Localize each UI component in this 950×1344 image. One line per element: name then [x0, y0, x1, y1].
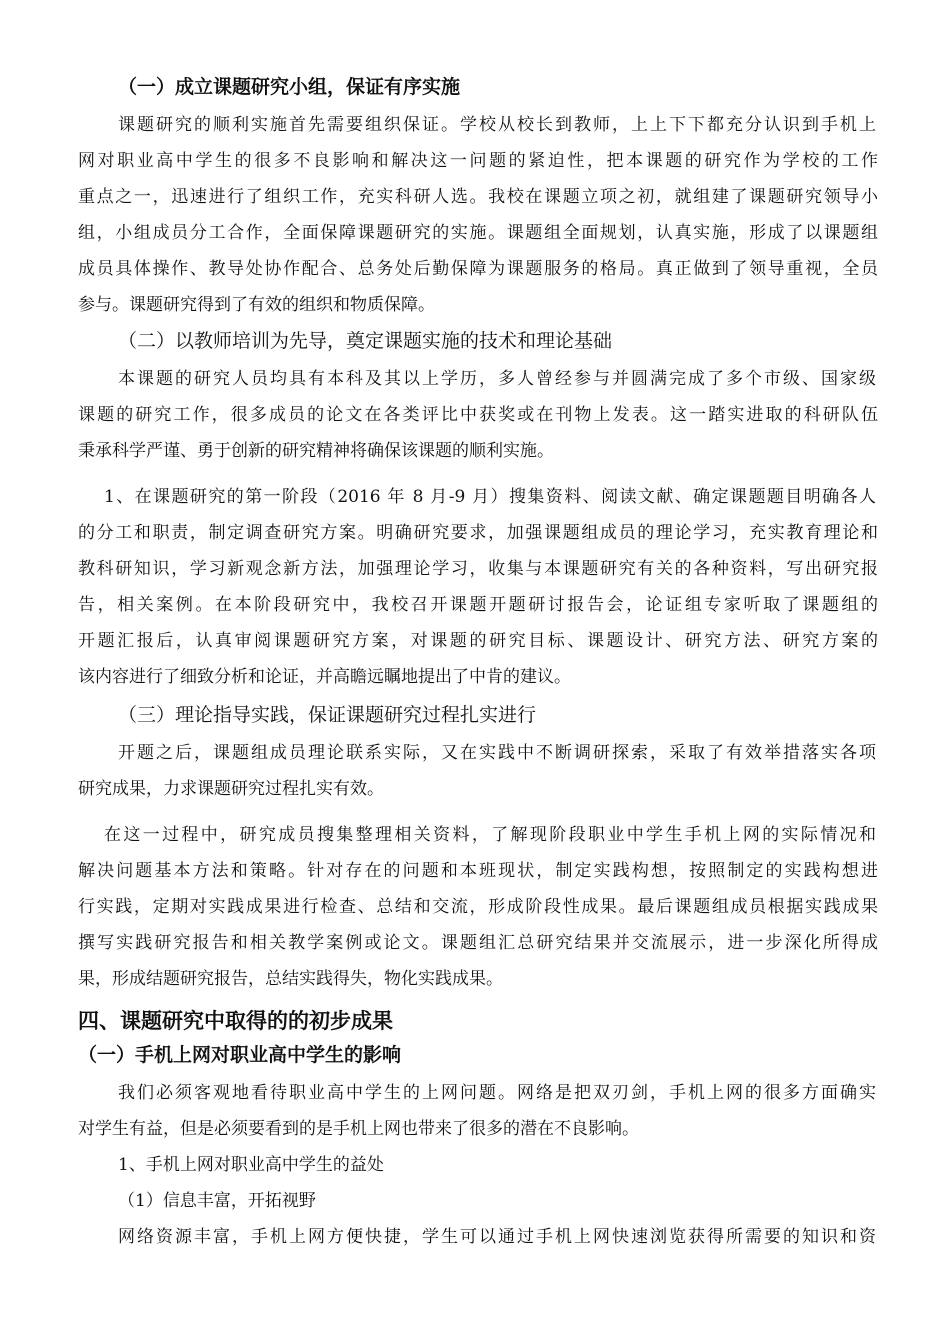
section-heading-1: （一）成立课题研究小组，保证有序实施: [118, 76, 461, 98]
paragraph-line: 我们必须客观地看待职业高中学生的上网问题。网络是把双刃剑，手机上网的很多方面确实: [118, 1083, 876, 1103]
section-heading-3: （三）理论指导实践，保证课题研究过程扎实进行: [118, 704, 537, 726]
process-paragraph-line: 在这一过程中，研究成员搜集整理相关资料，了解现阶段职业中学生手机上网的实际情况和: [104, 825, 876, 845]
process-paragraph-line: 撰写实践研究报告和相关教学案例或论文。课题组汇总研究结果并交流展示，进一步深化所得成: [78, 933, 878, 953]
stage-paragraph-line: 教科研知识，学习新观念新方法，加强理论学习，收集与本课题研究有关的各种资料，写出研究报: [78, 559, 878, 579]
paragraph-line: 研究成果，力求课题研究过程扎实有效。: [78, 779, 384, 799]
chapter-heading: 四、课题研究中取得的的初步成果: [78, 1009, 393, 1033]
paragraph-line: 网对职业高中学生的很多不良影响和解决这一问题的紧迫性，把本课题的研究作为学校的工作: [78, 151, 878, 171]
stage-paragraph-line: 的分工和职责，制定调查研究方案。明确研究要求，加强课题组成员的理论学习，充实教育理论和: [78, 523, 878, 543]
sub-list-item-heading: （1）信息丰富，开拓视野: [118, 1191, 316, 1211]
paragraph-line: 秉承科学严谨、勇于创新的研究精神将确保该课题的顺利实施。: [78, 441, 554, 461]
paragraph-line: 对学生有益，但是必须要看到的是手机上网也带来了很多的潜在不良影响。: [78, 1119, 639, 1139]
paragraph-line: 开题之后，课题组成员理论联系实际，又在实践中不断调研探索，采取了有效举措落实各项: [118, 743, 876, 763]
paragraph-line: 本课题的研究人员均具有本科及其以上学历，多人曾经参与并圆满完成了多个市级、国家级: [118, 369, 876, 389]
paragraph-line: 课题研究的顺利实施首先需要组织保证。学校从校长到教师，上上下下都充分认识到手机上: [118, 115, 876, 135]
process-paragraph-line: 解决问题基本方法和策略。针对存在的问题和本班现状，制定实践构想，按照制定的实践构想进: [78, 861, 878, 881]
stage-paragraph-line: 开题汇报后，认真审阅课题研究方案，对课题的研究目标、课题设计、研究方法、研究方案的: [78, 631, 878, 651]
section-heading-4: （一）手机上网对职业高中学生的影响: [78, 1044, 402, 1066]
paragraph-line: 组，小组成员分工合作，全面保障课题研究的实施。课题组全面规划，认真实施，形成了以课题组: [78, 223, 878, 243]
process-paragraph-line: 果，形成结题研究报告，总结实践得失，物化实践成果。: [78, 969, 503, 989]
stage-paragraph-line: 告，相关案例。在本阶段研究中，我校召开课题开题研讨报告会，论证组专家听取了课题组的: [78, 595, 878, 615]
paragraph-line: 课题的研究工作，很多成员的论文在各类评比中获奖或在刊物上发表。这一踏实进取的科研队伍: [78, 405, 878, 425]
section-heading-2: （二）以教师培训为先导，奠定课题实施的技术和理论基础: [118, 330, 613, 352]
stage-paragraph-line: 该内容进行了细致分析和论证，并高瞻远瞩地提出了中肯的建议。: [78, 667, 571, 687]
paragraph-line: 参与。课题研究得到了有效的组织和物质保障。: [78, 295, 435, 315]
paragraph-line: 网络资源丰富，手机上网方便快捷，学生可以通过手机上网快速浏览获得所需要的知识和资: [118, 1227, 876, 1247]
paragraph-line: 成员具体操作、教导处协作配合、总务处后勤保障为课题服务的格局。真正做到了领导重视，全员: [78, 259, 878, 279]
process-paragraph-line: 行实践，定期对实践成果进行检查、总结和交流，形成阶段性成果。最后课题组成员根据实践成果: [78, 897, 878, 917]
stage-paragraph-line: 1、在课题研究的第一阶段（2016 年 8 月-9 月）搜集资料、阅读文献、确定课题题目明确各人: [104, 487, 876, 507]
list-item-heading: 1、手机上网对职业高中学生的益处: [118, 1155, 384, 1175]
paragraph-line: 重点之一，迅速进行了组织工作，充实科研人选。我校在课题立项之初，就组建了课题研究领导小: [78, 187, 878, 207]
